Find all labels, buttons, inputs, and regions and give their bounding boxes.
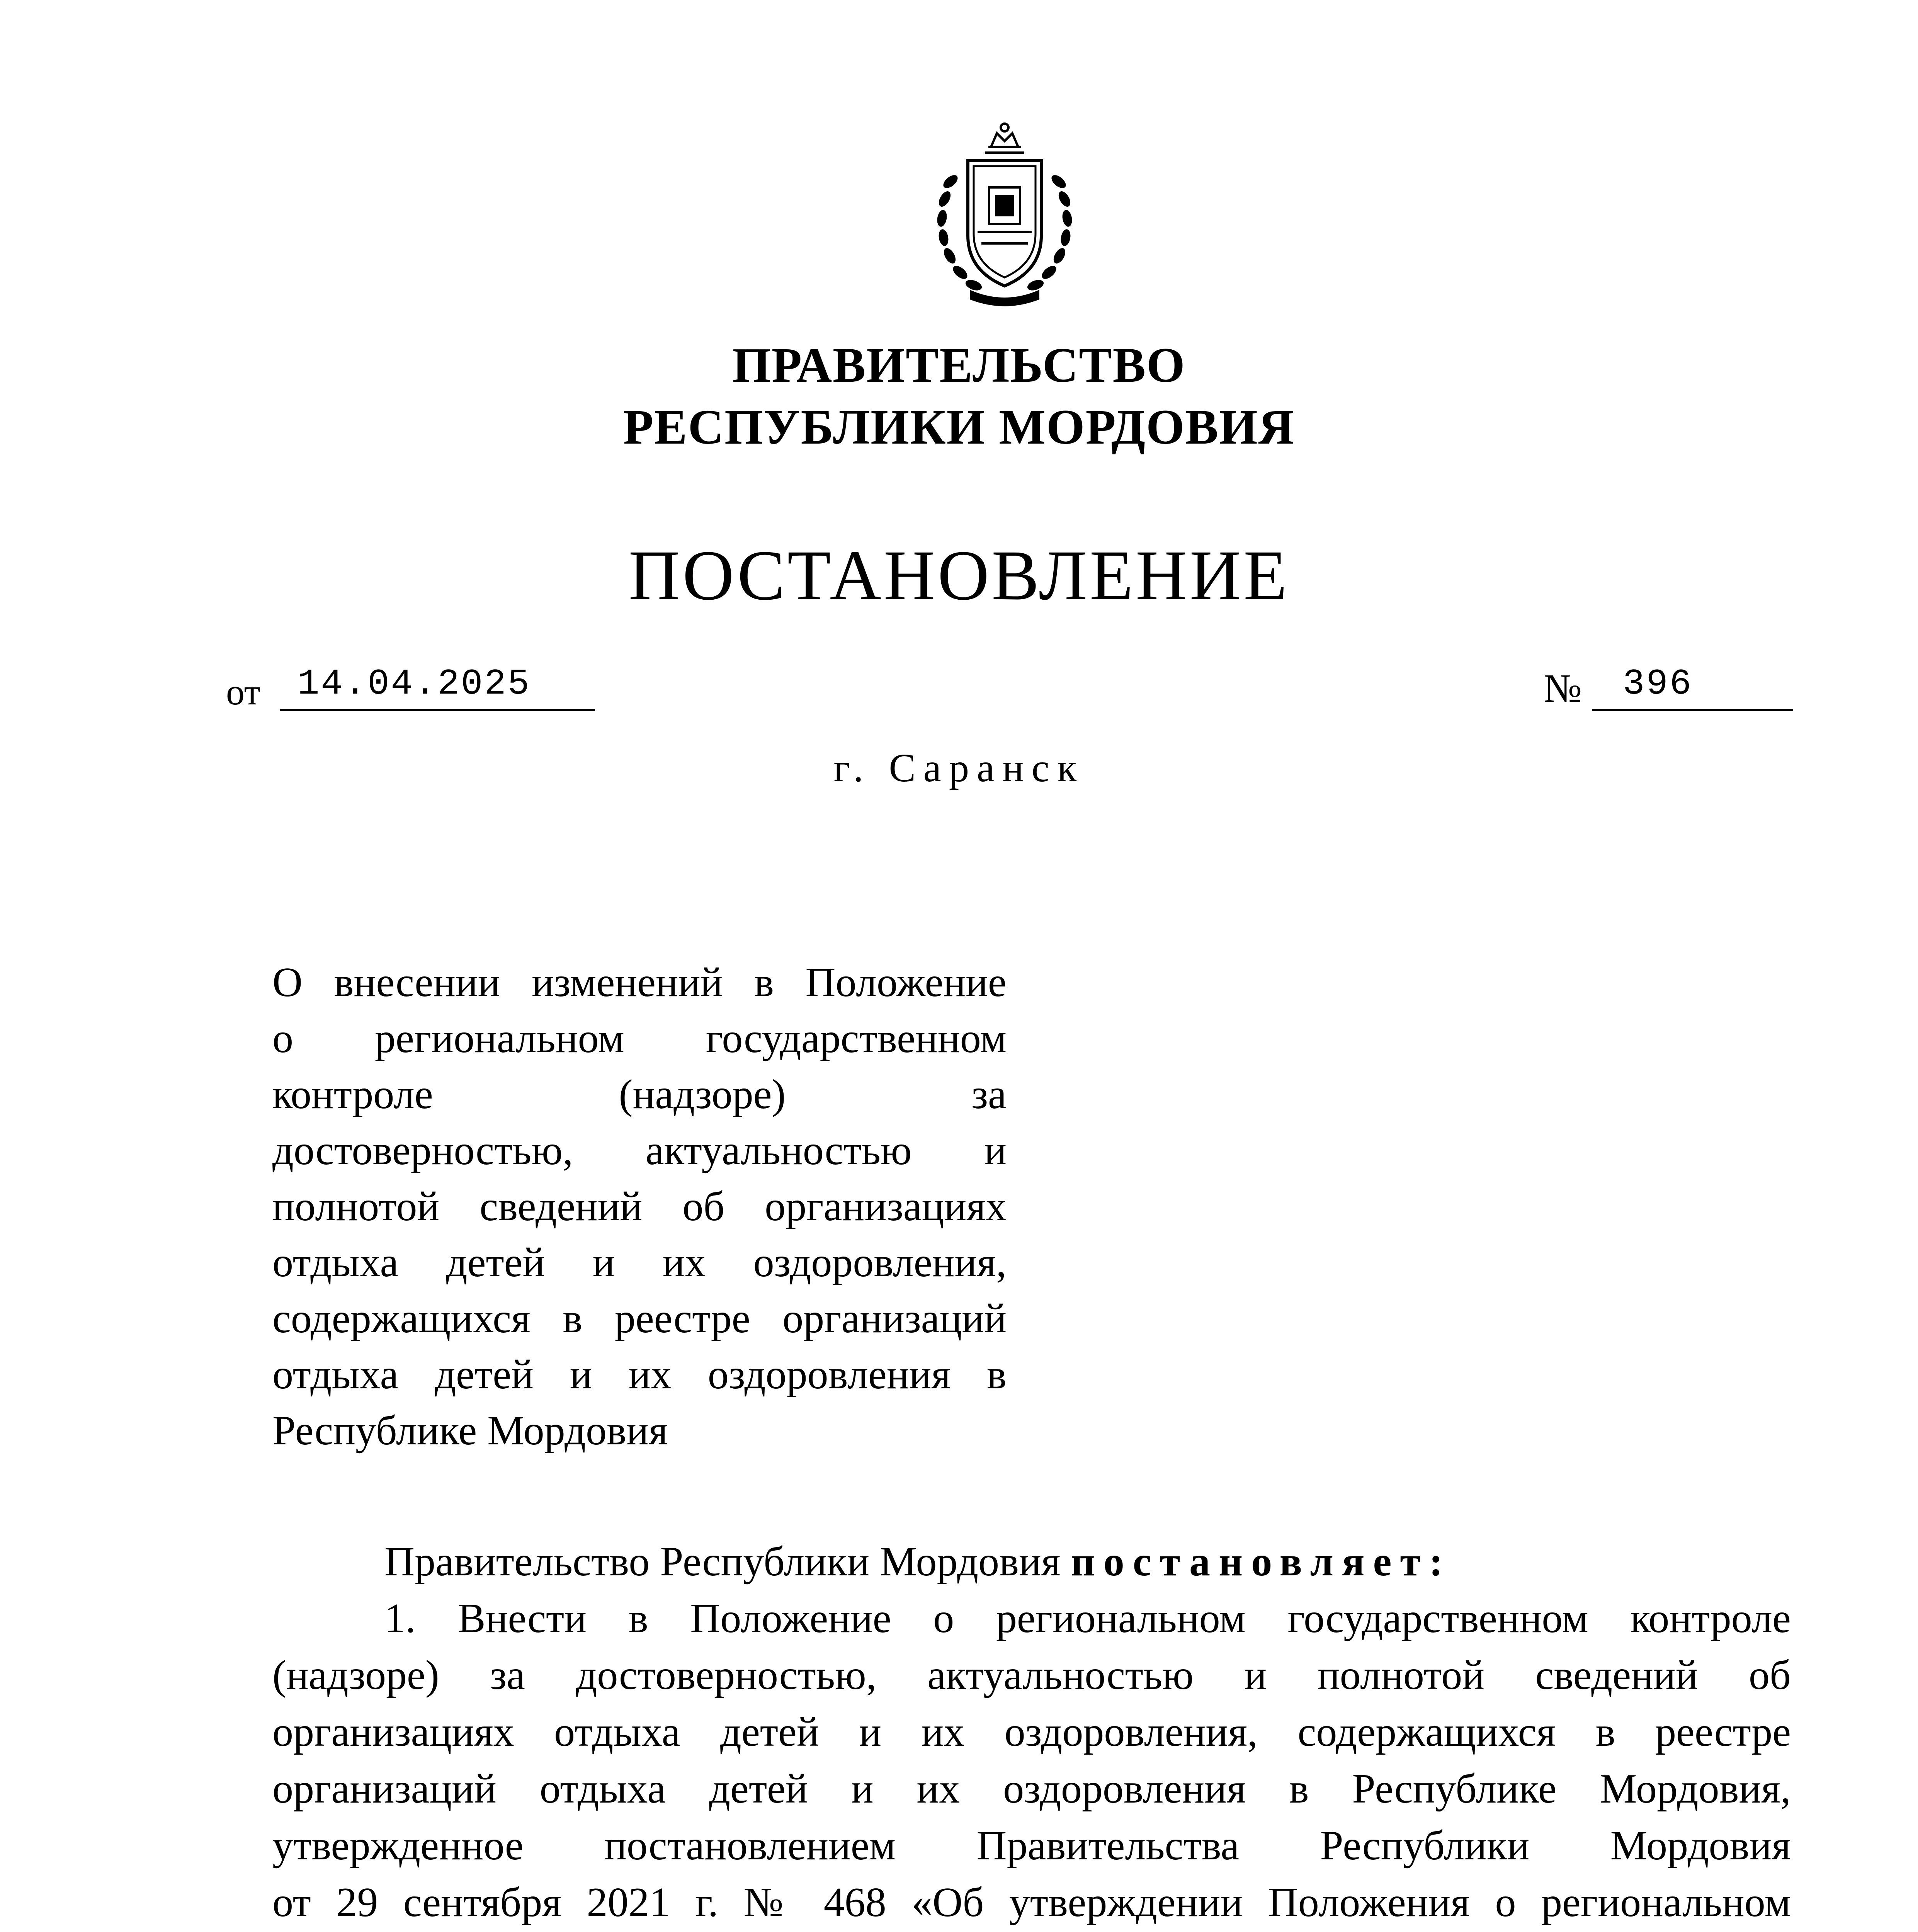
subject-line: полнотой сведений об организациях — [272, 1184, 1007, 1230]
body-line: 1. Внести в Положение о региональном государственном контроле — [384, 1595, 1791, 1641]
document-number: 396 — [1623, 664, 1693, 705]
subject-line: о региональном государственном — [272, 1015, 1007, 1061]
document-type-title: ПОСТАНОВЛЕНИЕ — [628, 536, 1290, 615]
org-name-line-1: ПРАВИТЕЛЬСТВО — [732, 338, 1186, 393]
number-underline — [1592, 709, 1793, 711]
document-subject — [272, 954, 1007, 1459]
document-body — [272, 1533, 1791, 1932]
date-prefix: от — [226, 671, 260, 713]
city-name: г. Саранск — [833, 746, 1085, 790]
body-line: утвержденное постановлением Правительства Республики Мордовия — [272, 1823, 1791, 1869]
org-name-line-2: РЕСПУБЛИКИ МОРДОВИЯ — [623, 400, 1295, 454]
date-underline — [280, 709, 595, 711]
subject-line: О внесении изменений в Положение — [272, 959, 1007, 1005]
subject-line: отдыха детей и их оздоровления в — [272, 1352, 1007, 1398]
number-prefix: № — [1544, 666, 1582, 711]
subject-line: содержащихся в реестре организаций — [272, 1296, 1007, 1342]
preamble-text: Правительство Республики Мордовия — [384, 1539, 1061, 1585]
body-line: (надзоре) за достоверностью, актуальностью и полнотой сведений об — [272, 1652, 1791, 1698]
body-line: организациях отдыха детей и их оздоровления, содержащихся в реестре — [272, 1709, 1791, 1755]
coat-of-arms-emblem — [923, 120, 1086, 313]
body-line: от 29 сентября 2021 г. № 468 «Об утверждении Положения о региональном — [272, 1879, 1791, 1925]
preamble-line — [272, 1533, 1791, 1590]
subject-line: контроле (надзоре) за — [272, 1071, 1007, 1117]
body-line: организаций отдыха детей и их оздоровления в Республике Мордовия, — [272, 1766, 1791, 1812]
preamble-emphasis: постановляет: — [1071, 1539, 1452, 1585]
subject-line: отдыха детей и их оздоровления, — [272, 1240, 1007, 1286]
subject-line: достоверностью, актуальностью и — [272, 1128, 1007, 1173]
subject-line: Республике Мордовия — [272, 1408, 668, 1454]
document-date: 14.04.2025 — [298, 664, 531, 705]
